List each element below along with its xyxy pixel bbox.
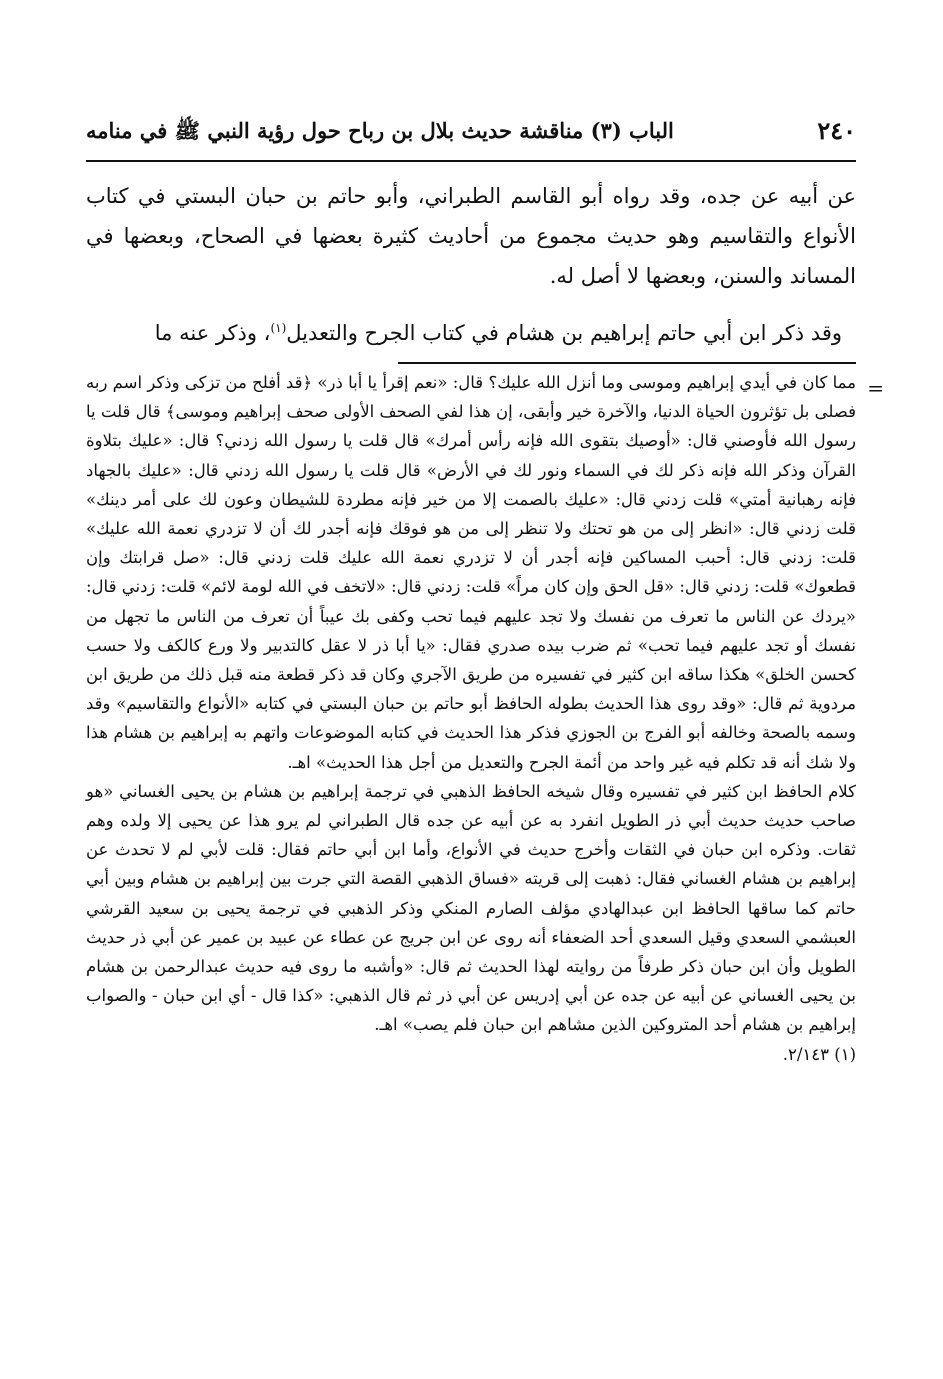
page-number: ٢٤٠ xyxy=(817,116,856,145)
main-paragraph-2 xyxy=(86,308,856,353)
book-page xyxy=(86,112,884,1312)
footnote-paragraph-2: كلام الحافظ ابن كثير في تفسيره وقال شيخه الحافظ الذهبي في ترجمة إبراهيم بن هشام بن يحيى الغساني «هو صاحب حديث حديث أبي ذر الطويل انفرد به عن أبيه عن جده قال الطبراني لم يرو هذا عن يحيى إلا ولده وهم ثقات. وذكره ابن حبان في الثقات وأخرج حديث في الأنواع، وأما ابن أبي حاتم فقال: قلت لأبي لم لا تحدث عن إبراهيم بن هشام الغساني فقال: ذهبت إلى قريته «فساق الذهبي القصة التي جرت بين إبراهيم بن هشام وبين أبي حاتم كما ساقها الحافظ ابن عبدالهادي مؤلف الصارم المنكي وذكر الذهبي في ترجمة يحيى بن سعيد القرشي العبشمي السعدي وقيل السعدي أحد الضعفاء أنه روى عن ابن جريج عن عطاء عن عبيد بن عمير عن أبي ذر حديث الطويل وأن ابن حبان ذكر طرفاً من روايته لهذا الحديث ثم قال: «وأشبه ما روى فيه حديث عبدالرحمن بن هشام بن يحيى الغساني عن أبيه عن جده عن أبي إدريس عن أبي ذر ثم قال الذهبي: «كذا قال - أي ابن حبان - والصواب إبراهيم بن هشام أحد المتروكين الذين مشاهم ابن حبان فلم يصب» اهـ. xyxy=(86,781,856,1035)
main-text xyxy=(86,176,856,353)
footnote-1: (١) ٢/١٤٣. xyxy=(782,1044,856,1064)
footnote-continuation: مما كان في أيدي إبراهيم وموسى وما أنزل الله عليك؟ قال: «نعم إقرأ يا أبا ذر» ﴿قد أفلح من تزكى وذكر اسم ربه فصلى بل تؤثرون الحياة الدنيا، والآخرة خير وأبقى، إن هذا لفي الصحف الأولى صحف إبراهيم وموسى﴾ قال قلت يا رسول الله فأوصني قال: «أوصيك بتقوى الله فإنه رأس أمرك» قال قلت يا رسول الله زدني؟ قال: «عليك بتلاوة القرآن وذكر الله فإنه ذكر لك في السماء ونور لك في الأرض» قال قلت يا رسول الله زدني قال: «عليك بالجهاد فإنه رهبانية أمتي» قلت زدني قال: «عليك بالصمت إلا من خير فإنه مطردة للشيطان وعون لك على أمر دينك» قلت زدني قال: «انظر إلى من هو تحتك ولا تنظر إلى من هو فوقك فإنه أجدر لك أن لا تزدري نعمة الله عليك» قلت: زدني قال: أحبب المساكين فإنه أجدر أن لا تزدري نعمة الله عليك قلت زدني قال: «صل قرابتك وإن قطعوك» قلت: زدني قال: «قل الحق وإن كان مراً» قلت: زدني قال: «لاتخف في الله لومة لائم» قلت: زدني قال: «يردك عن الناس ما تعرف من نفسك ولا تجد عليهم فيما تحب وكفى بك عيباً أن تعرف من الناس ما تجهل من نفسك أو تجد عليهم فيما تحب» ثم ضرب بيده صدري فقال: «يا أبا ذر لا عقل كالتدبير ولا ورع كالكف ولا حسب كحسن الخلق» هكذا ساقه ابن كثير في تفسيره من طريق الآجري وكان قد ذكر قطعة منه قبل ذلك من طريق ابن مردوية ثم قال: «وقد روى هذا الحديث بطوله الحافظ أبو حاتم بن حبان البستي في كتابه «الأنواع والتقاسيم» وقد وسمه بالصحة وخالفه أبو الفرج بن الجوزي فذكر هذا الحديث في كتابه الموضوعات واتهم به إبراهيم بن هشام هذا ولا شك أنه قد تكلم فيه غير واحد من أئمة الجرح والتعديل من أجل هذا الحديث» اهـ. xyxy=(86,373,856,772)
chapter-title: الباب (٣) مناقشة حديث بلال بن رباح حول رؤية النبي ﷺ في منامه xyxy=(86,118,674,143)
main-paragraph-2-text: وقد ذكر ابن أبي حاتم إبراهيم بن هشام في كتاب الجرح والتعديل xyxy=(286,321,842,345)
footnote-reference: (١) xyxy=(270,321,287,335)
footnote-separator xyxy=(398,362,856,364)
main-paragraph-1: عن أبيه عن جده، وقد رواه أبو القاسم الطبراني، وأبو حاتم بن حبان البستي في كتاب الأنواع والتقاسيم وهو حديث مجموع من أحاديث كثيرة بعضها في الصحاح، وبعضها في المساند والسنن، وبعضها لا أصل له. xyxy=(86,184,856,288)
page-header xyxy=(86,112,856,158)
footnotes xyxy=(86,368,856,1069)
header-rule xyxy=(86,160,856,162)
continuation-mark: = xyxy=(867,376,884,400)
main-paragraph-2-end: ، وذكر عنه ما xyxy=(154,321,271,345)
